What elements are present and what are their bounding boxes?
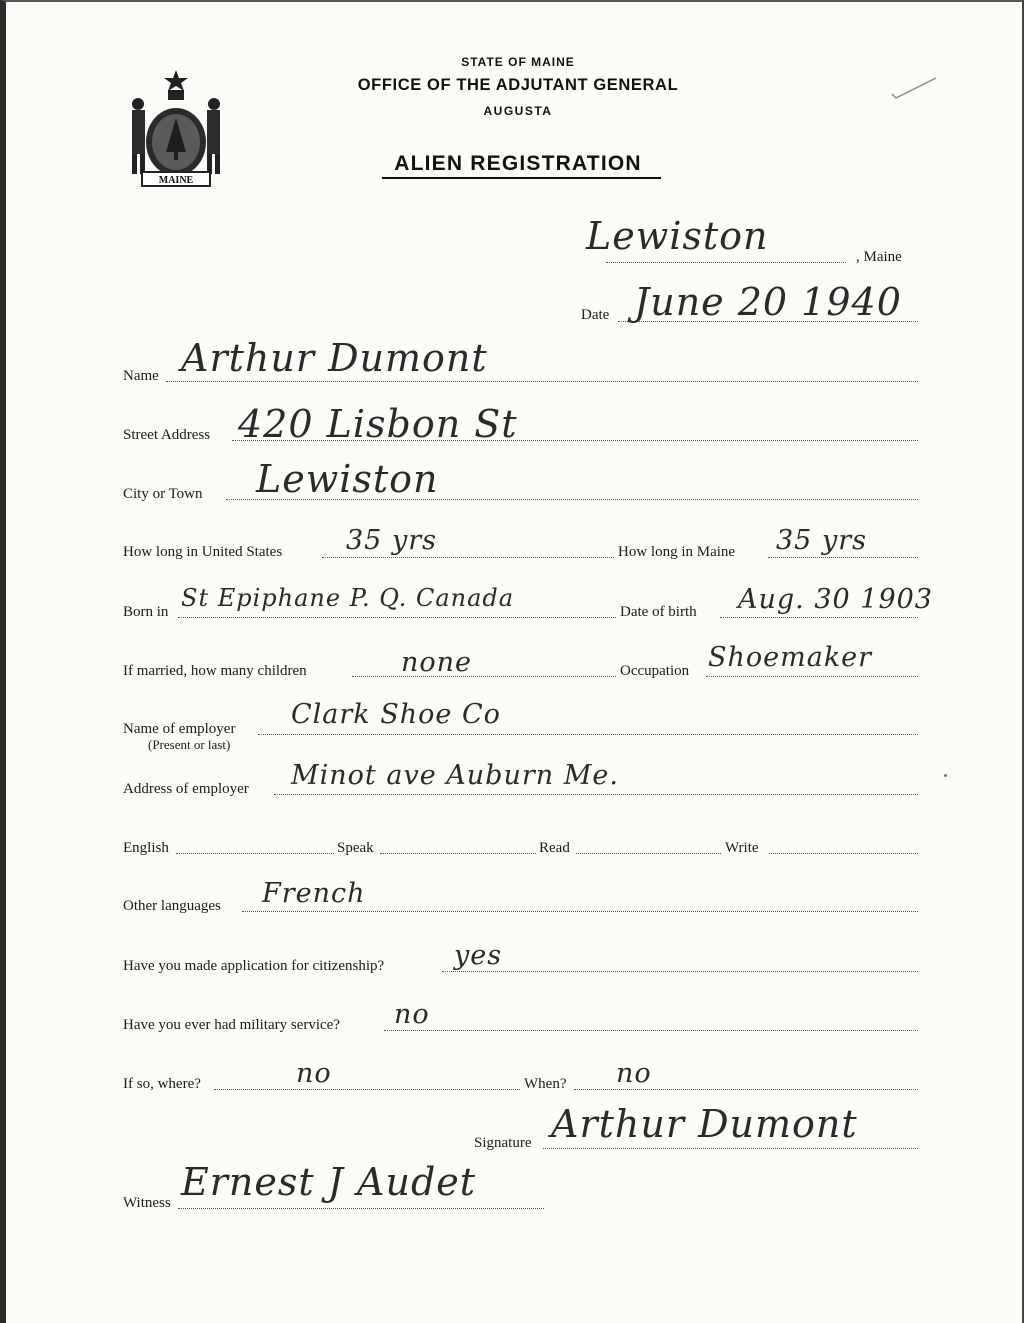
- employer-label: Name of employer: [123, 721, 236, 737]
- city-label: City or Town: [123, 486, 203, 502]
- speak-line: [380, 853, 536, 854]
- seal-lettering: MAINE: [158, 175, 194, 186]
- other-languages-label: Other languages: [123, 898, 221, 914]
- how-long-maine-label: How long in Maine: [618, 544, 736, 560]
- english-line: [176, 853, 334, 854]
- occupation-line: [706, 676, 918, 677]
- date-value: June 20 1940: [634, 280, 902, 324]
- when-line: [574, 1089, 918, 1090]
- occupation-value: Shoemaker: [708, 642, 873, 673]
- witness-label: Witness: [123, 1195, 171, 1211]
- employer-address-line: [274, 794, 918, 795]
- place-value: Lewiston: [586, 214, 769, 258]
- military-line: [384, 1030, 918, 1031]
- employer-line: [258, 734, 918, 735]
- read-line: [576, 853, 721, 854]
- name-label: Name: [123, 368, 159, 384]
- street-value: 420 Lisbon St: [238, 402, 518, 446]
- citizenship-label: Have you made application for citizenship?: [123, 958, 385, 974]
- read-label: Read: [539, 840, 570, 856]
- how-long-us-line: [322, 557, 614, 558]
- where-label: If so, where?: [123, 1076, 201, 1092]
- married-label: If married, how many children: [123, 663, 307, 679]
- employer-note: (Present or last): [148, 737, 231, 752]
- other-languages-line: [242, 911, 918, 912]
- signature-line: [543, 1148, 918, 1149]
- form-title: ALIEN REGISTRATION: [394, 152, 642, 175]
- stray-mark: [944, 774, 947, 777]
- military-value: no: [394, 999, 430, 1030]
- citizenship-line: [442, 971, 918, 972]
- write-line: [769, 853, 918, 854]
- children-value: none: [401, 647, 473, 678]
- date-label: Date: [581, 307, 610, 323]
- how-long-us-value: 35 yrs: [346, 525, 437, 556]
- when-label: When?: [524, 1076, 567, 1092]
- street-label: Street Address: [123, 427, 211, 443]
- place-line: [606, 262, 846, 263]
- citizenship-value: yes: [454, 940, 503, 971]
- employer-address-label: Address of employer: [123, 781, 249, 797]
- title-underline: [382, 177, 661, 179]
- occupation-label: Occupation: [620, 663, 690, 679]
- speak-label: Speak: [337, 840, 374, 856]
- date-of-birth-value: Aug. 30 1903: [738, 584, 933, 615]
- state-heading: STATE OF MAINE: [461, 55, 575, 69]
- other-languages-value: French: [262, 878, 366, 909]
- signature-value: Arthur Dumont: [551, 1102, 858, 1146]
- born-in-value: St Epiphane P. Q. Canada: [181, 584, 515, 612]
- signature-label: Signature: [474, 1135, 532, 1151]
- office-heading: OFFICE OF THE ADJUTANT GENERAL: [357, 76, 679, 94]
- date-of-birth-label: Date of birth: [620, 604, 697, 620]
- where-value: no: [296, 1058, 332, 1089]
- military-label: Have you ever had military service?: [123, 1017, 340, 1033]
- born-in-line: [178, 617, 616, 618]
- how-long-us-label: How long in United States: [123, 544, 283, 560]
- how-long-maine-line: [768, 557, 918, 558]
- date-of-birth-line: [720, 617, 918, 618]
- name-line: [166, 381, 918, 382]
- witness-value: Ernest J Audet: [181, 1160, 477, 1204]
- city-value: Lewiston: [256, 457, 439, 501]
- born-in-label: Born in: [123, 604, 169, 620]
- witness-line: [178, 1208, 544, 1209]
- maine-label: , Maine: [856, 249, 902, 265]
- name-value: Arthur Dumont: [181, 336, 488, 380]
- employer-address-value: Minot ave Auburn Me.: [291, 760, 619, 791]
- city-heading: AUGUSTA: [483, 104, 553, 118]
- how-long-maine-value: 35 yrs: [776, 525, 867, 556]
- english-label: English: [123, 840, 169, 856]
- where-line: [214, 1089, 520, 1090]
- when-value: no: [616, 1058, 652, 1089]
- children-line: [352, 676, 616, 677]
- write-label: Write: [725, 840, 759, 856]
- employer-value: Clark Shoe Co: [291, 699, 501, 730]
- check-mark-icon: [890, 74, 938, 100]
